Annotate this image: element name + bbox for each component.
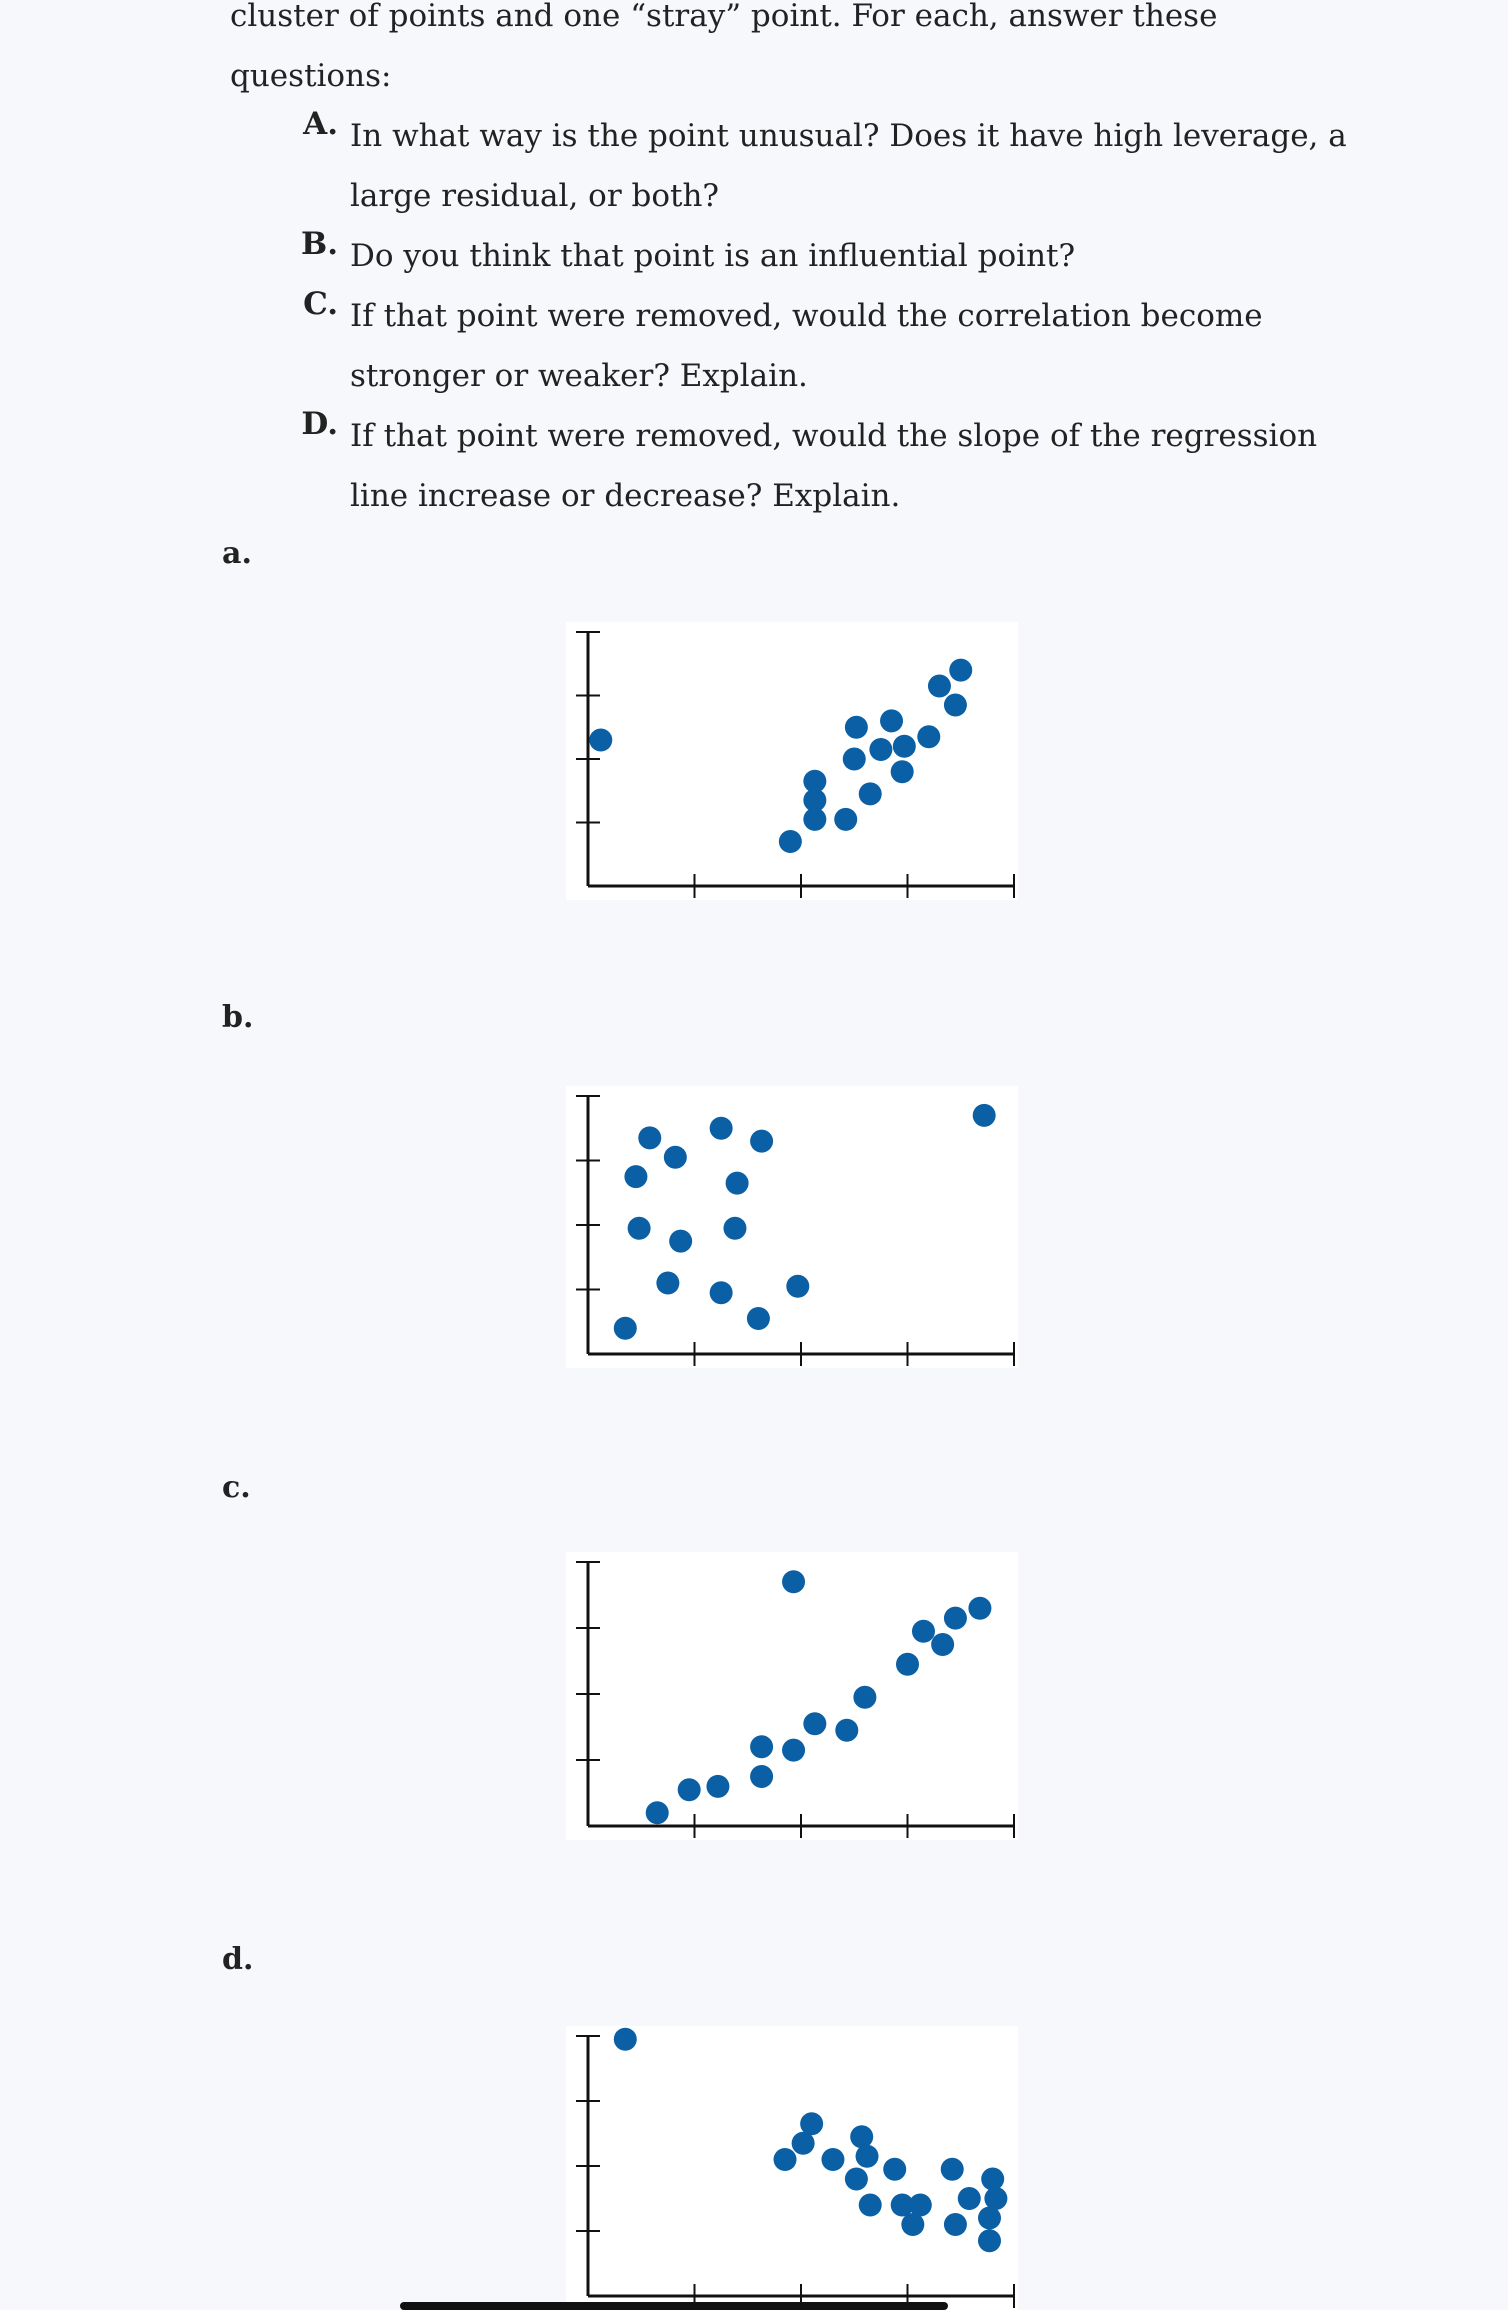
data-point: [944, 1607, 967, 1630]
data-point: [664, 1146, 687, 1169]
data-point: [843, 748, 866, 771]
data-point: [859, 782, 882, 805]
question-text: stronger or weaker? Explain.: [350, 358, 808, 394]
question-letter: D.: [301, 406, 338, 442]
data-point: [628, 1217, 651, 1240]
data-point: [750, 1765, 773, 1788]
data-point: [774, 2148, 797, 2171]
data-point: [958, 2187, 981, 2210]
data-point: [706, 1775, 729, 1798]
data-point: [912, 1620, 935, 1643]
data-point: [880, 709, 903, 732]
question-a: [296, 106, 1356, 226]
data-point: [944, 2213, 967, 2236]
intro-line-1: cluster of points and one “stray” point. For each, answer these: [230, 0, 1218, 34]
data-point: [928, 674, 951, 697]
data-point: [638, 1126, 661, 1149]
data-point: [978, 2229, 1001, 2252]
data-point: [614, 1317, 637, 1340]
scatter-plot-a: [566, 622, 1018, 900]
question-list: [296, 106, 1356, 526]
data-point: [750, 1735, 773, 1758]
data-point: [981, 2168, 1004, 2191]
data-point: [941, 2158, 964, 2181]
data-point: [624, 1165, 647, 1188]
data-point: [834, 808, 857, 831]
data-point: [949, 659, 972, 682]
data-point: [710, 1117, 733, 1140]
data-point: [931, 1633, 954, 1656]
scatter-plot-b: [566, 1086, 1018, 1368]
question-text: Do you think that point is an influential point?: [350, 238, 1076, 274]
data-point: [853, 1686, 876, 1709]
intro-line-2: questions:: [230, 58, 392, 94]
data-point: [845, 716, 868, 739]
data-point: [750, 1130, 773, 1153]
scatter-plot-d: [566, 2026, 1018, 2310]
scatter-plot-c: [566, 1552, 1018, 1840]
question-c: [296, 286, 1356, 406]
data-point: [800, 2112, 823, 2135]
scatter-svg-a: [566, 622, 1018, 900]
part-label-c: c.: [222, 1470, 251, 1505]
data-point: [669, 1230, 692, 1253]
question-text: In what way is the point unusual? Does it have high leverage, a: [350, 118, 1347, 154]
data-point: [845, 2168, 868, 2191]
data-point: [614, 2028, 637, 2051]
data-point: [917, 725, 940, 748]
data-point: [646, 1801, 669, 1824]
scatter-svg-c: [566, 1552, 1018, 1840]
question-text: If that point were removed, would the slope of the regression: [350, 418, 1318, 454]
data-point: [710, 1281, 733, 1304]
question-b: [296, 226, 1356, 286]
data-point: [869, 738, 892, 761]
data-point: [782, 1570, 805, 1593]
question-letter: C.: [303, 286, 338, 322]
question-letter: B.: [301, 226, 338, 262]
home-indicator-bar: [400, 2302, 948, 2310]
data-point: [803, 1712, 826, 1735]
data-point: [782, 1739, 805, 1762]
data-point: [747, 1307, 770, 1330]
scatter-svg-d: [566, 2026, 1018, 2310]
data-point: [973, 1104, 996, 1127]
data-point: [723, 1217, 746, 1240]
data-point: [850, 2125, 873, 2148]
scatter-svg-b: [566, 1086, 1018, 1368]
data-point: [589, 728, 612, 751]
data-point: [835, 1719, 858, 1742]
part-label-b: b.: [222, 1000, 254, 1035]
data-point: [883, 2158, 906, 2181]
part-label-a: a.: [222, 536, 252, 571]
data-point: [856, 2145, 879, 2168]
data-point: [859, 2194, 882, 2217]
data-point: [893, 735, 916, 758]
question-letter: A.: [303, 106, 338, 142]
data-point: [656, 1272, 679, 1295]
part-label-d: d.: [222, 1942, 254, 1977]
question-d: [296, 406, 1356, 526]
data-point: [978, 2207, 1001, 2230]
data-point: [678, 1778, 701, 1801]
data-point: [726, 1172, 749, 1195]
question-text: If that point were removed, would the correlation become: [350, 298, 1263, 334]
data-point: [984, 2187, 1007, 2210]
data-point: [944, 694, 967, 717]
question-text: large residual, or both?: [350, 178, 720, 214]
data-point: [891, 760, 914, 783]
data-point: [909, 2194, 932, 2217]
data-point: [896, 1653, 919, 1676]
data-point: [968, 1597, 991, 1620]
data-point: [821, 2148, 844, 2171]
data-point: [786, 1275, 809, 1298]
question-text: line increase or decrease? Explain.: [350, 478, 901, 514]
data-point: [779, 830, 802, 853]
data-point: [803, 770, 826, 793]
